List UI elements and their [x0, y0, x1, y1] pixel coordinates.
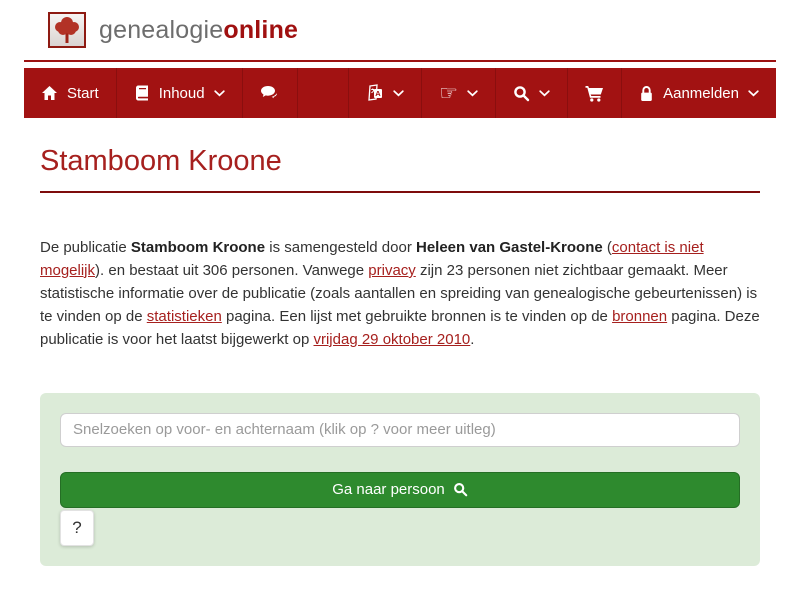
- nav-item-cart[interactable]: [568, 68, 622, 118]
- chevron-down-icon: [393, 90, 404, 97]
- nav-spacer: [298, 68, 350, 118]
- cart-icon: [585, 85, 604, 102]
- language-icon: [366, 84, 384, 102]
- privacy-link[interactable]: privacy: [368, 261, 416, 279]
- brand-red-text: online: [223, 15, 299, 44]
- hand-pointer-icon: ☞: [439, 81, 459, 105]
- intro-text: zijn 23 personen niet zichtbaar gemaakt. Meer statistische informatie over de publicatie (zoals aantallen en spreiding van genealogische gebeurtenissen) is te vinden op de: [40, 261, 758, 325]
- nav-item-recommend[interactable]: [422, 68, 496, 118]
- search-icon: [513, 85, 530, 102]
- nav-item-messages[interactable]: [243, 68, 298, 118]
- go-to-person-label: Ga naar persoon: [332, 481, 445, 499]
- page-container: [24, 0, 776, 566]
- author-name: Heleen van Gastel-Kroone: [416, 239, 603, 256]
- brand-wordmark[interactable]: [99, 16, 298, 45]
- title-divider: [40, 191, 760, 193]
- search-icon: [453, 482, 468, 497]
- publication-intro: [40, 237, 760, 352]
- chevron-down-icon: [214, 90, 225, 97]
- main-content: [24, 145, 776, 566]
- intro-text: .: [470, 330, 475, 348]
- nav-item-label: Start: [67, 84, 99, 102]
- intro-text: pagina. Een lijst met gebruikte bronnen is te vinden op de: [221, 307, 613, 325]
- page-title: Stamboom Kroone: [40, 145, 282, 177]
- nav-item-label: Aanmelden: [663, 84, 739, 102]
- comments-icon: [260, 85, 280, 102]
- nav-item-start[interactable]: [24, 68, 117, 118]
- home-icon: [41, 85, 58, 101]
- lock-icon: [639, 85, 654, 102]
- sources-link[interactable]: bronnen: [612, 307, 668, 325]
- svg-text:A: A: [375, 89, 381, 99]
- statistics-link[interactable]: statistieken: [146, 307, 222, 325]
- site-header: [24, 0, 776, 62]
- quick-search-panel: [40, 393, 760, 566]
- intro-text: De publicatie: [40, 239, 131, 256]
- nav-item-label: Inhoud: [158, 84, 205, 102]
- quick-search-input[interactable]: [60, 413, 740, 447]
- intro-text: ). en bestaat uit 306 personen. Vanwege: [95, 261, 369, 279]
- search-help-button[interactable]: ?: [60, 510, 94, 546]
- contact-link[interactable]: contact is niet mogelijk: [40, 239, 704, 279]
- intro-text: pagina. Deze publicatie is voor het laatst bijgewerkt op: [40, 307, 760, 348]
- intro-text: (: [602, 239, 612, 256]
- book-icon: [134, 85, 150, 101]
- chevron-down-icon: [748, 90, 759, 97]
- nav-item-language[interactable]: [349, 68, 422, 118]
- last-updated-link[interactable]: vrijdag 29 oktober 2010: [313, 330, 471, 348]
- chevron-down-icon: [467, 90, 478, 97]
- brand-gray-text: genealogie: [99, 15, 224, 44]
- intro-text: is samengesteld door: [265, 239, 416, 256]
- nav-item-aanmelden[interactable]: [622, 68, 776, 118]
- chevron-down-icon: [539, 90, 550, 97]
- main-nav: [24, 68, 776, 118]
- nav-item-search[interactable]: [496, 68, 568, 118]
- go-to-person-button[interactable]: [60, 472, 740, 508]
- nav-item-inhoud[interactable]: [117, 68, 243, 118]
- tree-logo-icon[interactable]: [48, 12, 86, 48]
- publication-name: Stamboom Kroone: [130, 239, 266, 256]
